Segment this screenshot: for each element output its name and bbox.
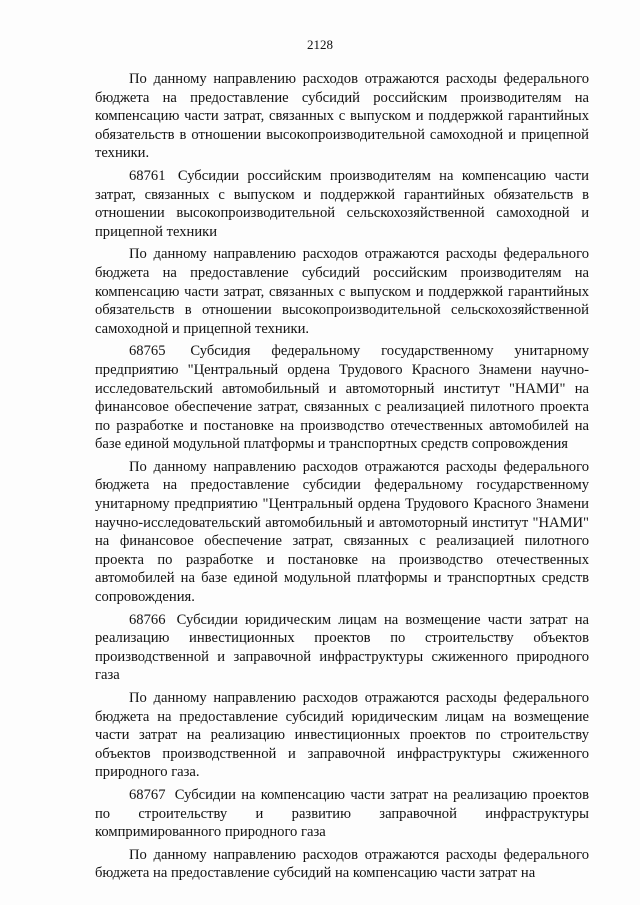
paragraph-expense-code: [95, 611, 589, 685]
paragraph-text: По данному направлению расходов отражаются расходы федерального бюджета на предоставление субсидий российским производителям на компенсацию части затрат, связанных с выпуском и поддержкой гарантийных обязательств в отношении высокопроизводительной сельскохозяйственной самоходной и прицепной техники.: [95, 246, 589, 337]
paragraph-text: По данному направлению расходов отражаются расходы федерального бюджета на предоставление субсидий российским производителям на компенсацию части затрат, связанных с выпуском и поддержкой гарантийных обязательств в отношении высокопроизводительной самоходной и прицепной техники.: [95, 71, 589, 162]
paragraph-text: По данному направлению расходов отражаются расходы федерального бюджета на предоставление субсидии федеральному государственному унитарному предприятию "Центральный ордена Трудового Красного Знамени научно-исследовательский автомобильный и автомоторный институт "НАМИ" на финансовое обеспечение затрат, связанных с реализацией пилотного проекта по разработке и постановке на производство отечественных автомобилей на базе единой модульной платформы и транспортных средств сопровождения.: [95, 458, 589, 606]
expense-code: 68767: [129, 786, 166, 803]
expense-code: 68766: [129, 611, 166, 628]
expense-title: Субсидия федеральному государственному унитарному предприятию "Центральный ордена Трудового Красного Знамени научно-исследовательский автомобильный и автомоторный институт "НАМИ" на финансовое обеспечение затрат, связанных с реализацией пилотного проекта по разработке и постановке на производство отечественных автомобилей на базе единой модульной платформы и транспортных средств сопровождения: [95, 343, 589, 453]
paragraph-description: [95, 70, 589, 163]
paragraph-expense-code: [95, 167, 589, 241]
expense-title: Субсидии юридическим лицам на возмещение части затрат на реализацию инвестиционных проектов по строительству объектов производственной и заправочной инфраструктуры сжиженного природного газа: [95, 611, 589, 684]
expense-code: 68761: [129, 167, 166, 184]
paragraph-expense-code: [95, 342, 589, 454]
paragraph-description: [95, 245, 589, 338]
document-body: [95, 66, 589, 887]
expense-title: Субсидии на компенсацию части затрат на реализацию проектов по строительству и развитию заправочной инфраструктуры компримированного природного газа: [95, 786, 589, 841]
paragraph-expense-code: [95, 786, 589, 842]
paragraph-text: По данному направлению расходов отражаются расходы федерального бюджета на предоставление субсидий юридическим лицам на возмещение части затрат на реализацию инвестиционных проектов по строительству объектов производственной и заправочной инфраструктуры сжиженного природного газа.: [95, 690, 589, 781]
expense-title: Субсидии российским производителям на компенсацию части затрат, связанных с выпуском и поддержкой гарантийных обязательств в отношении высокопроизводительной сельскохозяйственной самоходной и прицепной техники: [95, 167, 589, 240]
paragraph-description: [95, 689, 589, 782]
page-number: 2128: [307, 37, 333, 52]
paragraph-text: По данному направлению расходов отражаются расходы федерального бюджета на предоставление субсидий на компенсацию части затрат на: [95, 846, 589, 882]
paragraph-description: [95, 458, 589, 607]
paragraph-description: [95, 846, 589, 883]
expense-code: 68765: [129, 343, 166, 360]
